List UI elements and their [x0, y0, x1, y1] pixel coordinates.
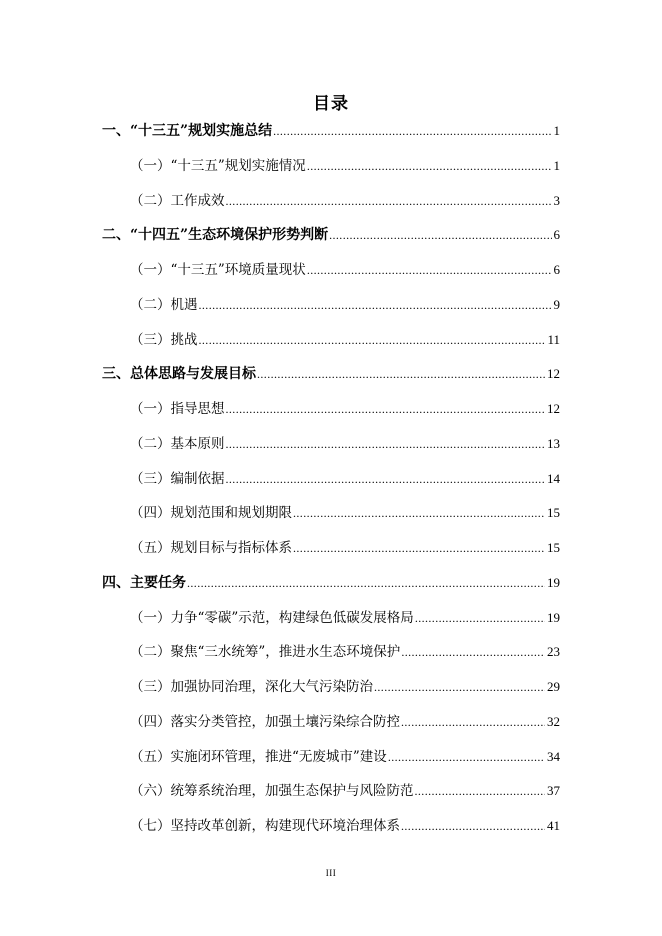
toc-subsection-entry[interactable]	[130, 260, 560, 280]
toc-entry-page-number: 1	[553, 157, 560, 173]
toc-dot-leader	[401, 642, 545, 662]
toc-dot-leader	[226, 399, 546, 419]
toc-entry-page-number: 13	[547, 435, 560, 451]
toc-section-entry[interactable]	[102, 573, 560, 593]
toc-entry-label: （一）指导思想	[130, 401, 225, 417]
toc-entry-label: （四）落实分类管控，加强土壤污染综合防控	[130, 713, 400, 730]
toc-dot-leader	[199, 295, 552, 315]
toc-subsection-entry[interactable]	[130, 816, 560, 836]
toc-subsection-entry[interactable]	[130, 156, 560, 176]
toc-dot-leader	[273, 121, 551, 141]
toc-subsection-entry[interactable]	[130, 503, 560, 523]
toc-dot-leader	[226, 191, 552, 211]
toc-section-entry[interactable]	[102, 225, 560, 245]
toc-entry-label: 一、“十三五”规划实施总结	[102, 123, 273, 139]
toc-entry-page-number: 9	[553, 296, 560, 312]
toc-entry-label: （四）规划范围和规划期限	[130, 505, 292, 522]
toc-entry-label: （二）聚焦“三水统筹”，推进水生态环境保护	[130, 644, 401, 661]
toc-dot-leader	[415, 608, 545, 628]
toc-entry-label: （三）加强协同治理，深化大气污染防治	[130, 679, 373, 695]
toc-entry-page-number: 6	[553, 262, 560, 277]
toc-subsection-entry[interactable]	[130, 330, 560, 350]
toc-dot-leader	[307, 156, 552, 176]
toc-subsection-entry[interactable]	[130, 747, 560, 767]
toc-dot-leader	[293, 538, 545, 558]
toc-subsection-entry[interactable]	[130, 469, 560, 489]
toc-dot-leader	[388, 747, 545, 767]
toc-subsection-entry[interactable]	[130, 608, 560, 628]
toc-entry-label: 四、主要任务	[102, 574, 186, 591]
toc-entry-page-number: 1	[553, 123, 560, 138]
toc-entry-label: （七）坚持改革创新，构建现代环境治理体系	[130, 818, 400, 834]
toc-dot-leader	[401, 712, 545, 732]
toc-entry-label: （二）工作成效	[130, 192, 225, 209]
toc-entry-page-number: 15	[547, 540, 560, 555]
toc-section-entry[interactable]	[102, 364, 560, 384]
toc-entry-label: （三）挑战	[130, 331, 198, 348]
toc-entry-page-number: 11	[547, 331, 560, 347]
toc-entry-page-number: 19	[547, 609, 560, 625]
toc-subsection-entry[interactable]	[130, 191, 560, 211]
toc-dot-leader	[293, 503, 545, 523]
toc-entry-page-number: 29	[547, 679, 560, 694]
toc-subsection-entry[interactable]	[130, 642, 560, 662]
toc-entry-label: （五）实施闭环管理，推进“无废城市”建设	[130, 748, 387, 765]
toc-dot-leader	[329, 225, 551, 245]
toc-entry-page-number: 12	[547, 366, 560, 382]
toc-subsection-entry[interactable]	[130, 295, 560, 315]
toc-entry-page-number: 41	[547, 818, 560, 833]
toc-entry-page-number: 32	[547, 713, 560, 729]
toc-section-entry[interactable]	[102, 121, 560, 141]
toc-entry-label: （六）统筹系统治理，加强生态保护与风险防范	[130, 783, 414, 800]
toc-dot-leader	[401, 816, 545, 836]
toc-subsection-entry[interactable]	[130, 434, 560, 454]
toc-entry-page-number: 14	[547, 470, 560, 486]
toc-subsection-entry[interactable]	[130, 781, 560, 801]
toc-entry-page-number: 3	[553, 192, 560, 208]
toc-entry-label: （五）规划目标与指标体系	[130, 540, 292, 556]
toc-entry-label: （一）“十三五”规划实施情况	[130, 157, 306, 174]
toc-dot-leader	[307, 260, 552, 280]
toc-dot-leader	[226, 469, 546, 489]
toc-dot-leader	[257, 364, 545, 384]
toc-entry-label: （一）“十三五”环境质量现状	[130, 262, 306, 278]
toc-subsection-entry[interactable]	[130, 712, 560, 732]
toc-entry-label: （三）编制依据	[130, 470, 225, 487]
toc-dot-leader	[199, 330, 546, 350]
toc-dot-leader	[374, 677, 545, 697]
toc-entry-page-number: 37	[547, 783, 560, 799]
toc-entry-label: （二）基本原则	[130, 435, 225, 452]
toc-dot-leader	[226, 434, 546, 454]
toc-entry-label: （一）力争“零碳”示范，构建绿色低碳发展格局	[130, 609, 414, 626]
toc-subsection-entry[interactable]	[130, 677, 560, 697]
toc-subsection-entry[interactable]	[130, 538, 560, 558]
toc-entry-label: 三、总体思路与发展目标	[102, 366, 256, 383]
toc-entry-label: （二）机遇	[130, 296, 198, 313]
toc-entry-page-number: 6	[553, 227, 560, 243]
toc-entry-page-number: 15	[547, 505, 560, 521]
toc-entry-page-number: 12	[547, 401, 560, 416]
toc-title: 目录	[313, 94, 349, 114]
toc-entry-page-number: 23	[547, 644, 560, 660]
toc-entry-page-number: 34	[547, 748, 560, 764]
toc-subsection-entry[interactable]	[130, 399, 560, 419]
toc-dot-leader	[415, 781, 546, 801]
toc-entry-label: 二、“十四五”生态环境保护形势判断	[102, 227, 329, 244]
toc-dot-leader	[187, 573, 545, 593]
toc-entry-page-number: 19	[547, 574, 560, 590]
page-number: III	[325, 868, 337, 878]
